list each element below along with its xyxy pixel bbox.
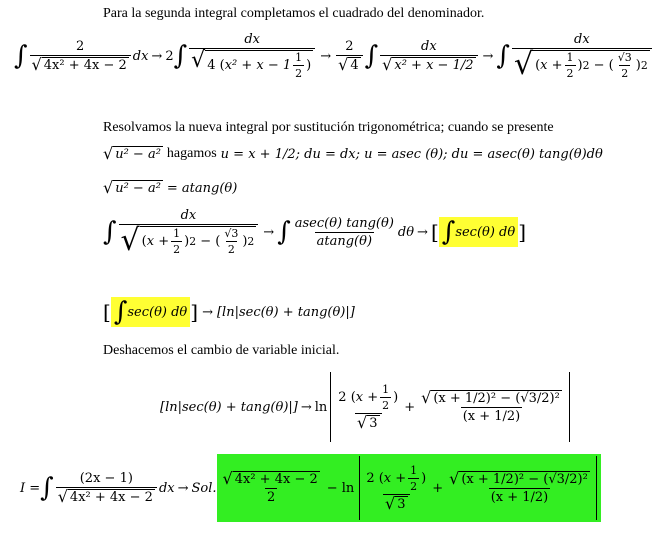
highlighted-sec-integral: ∫ sec(θ) dθ	[439, 217, 518, 247]
substitution-line: √ u² − a² hagamos u = x + 1/2; du = dx; u = asec (θ); du = asec(θ) tang(θ)dθ	[103, 144, 603, 163]
highlighted-solution: √ 4x² + 4x − 2 2 − ln 2 ( x + $\frac{1}{2}$ ) √ 3 + √ (x + 1/2)² − (√3/2)² (x + 1/2)	[217, 454, 601, 522]
atang-line: √ u² − a² = atang(θ)	[103, 178, 238, 197]
integral-chain-2: ∫ dx √ ( x + $\frac{1}{2}$ ) 2 − ( $\frac{√3}{2}$ ) 2 → ∫ $\frac{asec(\theta) \tan g(\theta)}{atang(\theta)}$ dθ → [ ∫ sec(θ) dθ ]	[103, 208, 527, 258]
highlighted-sec-integral-2: ∫ sec(θ) dθ	[111, 297, 190, 327]
integral-sign: ∫	[14, 41, 28, 71]
sec-integral-result: [ ∫ sec(θ) dθ ] → [ln|sec(θ) + tang(θ)|]	[103, 297, 355, 327]
final-solution: I = ∫ (2x − 1) √ 4x² + 4x − 2 dx → Sol. √ 4x² + 4x − 2 2 − ln 2 ( x + $\frac{1}{2}$ ) √ 3 + √ (x + 1/2)² − (√3/2)² (x + 1/2)	[20, 454, 601, 522]
integral-chain-1: ∫ 2 √ 4x² + 4x − 2 dx → 2 ∫ dx √ 4 ( x² + x − 1 $\frac{1}{2}$ ) → 2 √ 4 ∫ dx √ x² + x − 1/2 → ∫ dx √ ( x + $\frac{1}{2}$ ) 2 − ( $\frac{√3}{2}$ ) 2	[14, 32, 654, 80]
trig-sub-text: Resolvamos la nueva integral por sustitución trigonométrica; cuando se presente	[103, 120, 554, 135]
undo-change-text: Deshacemos el cambio de variable inicial.	[103, 343, 340, 358]
ln-expression: [ln|sec(θ) + tang(θ)|] → ln 2 ( x + $\frac{1}{2}$ ) √ 3 + √ (x + 1/2)² − (√3/2)² (x + 1/2)	[160, 372, 573, 442]
intro-text: Para la segunda integral completamos el cuadrado del denominador.	[103, 6, 485, 21]
fraction: 2 √ 4x² + 4x − 2	[30, 39, 131, 73]
